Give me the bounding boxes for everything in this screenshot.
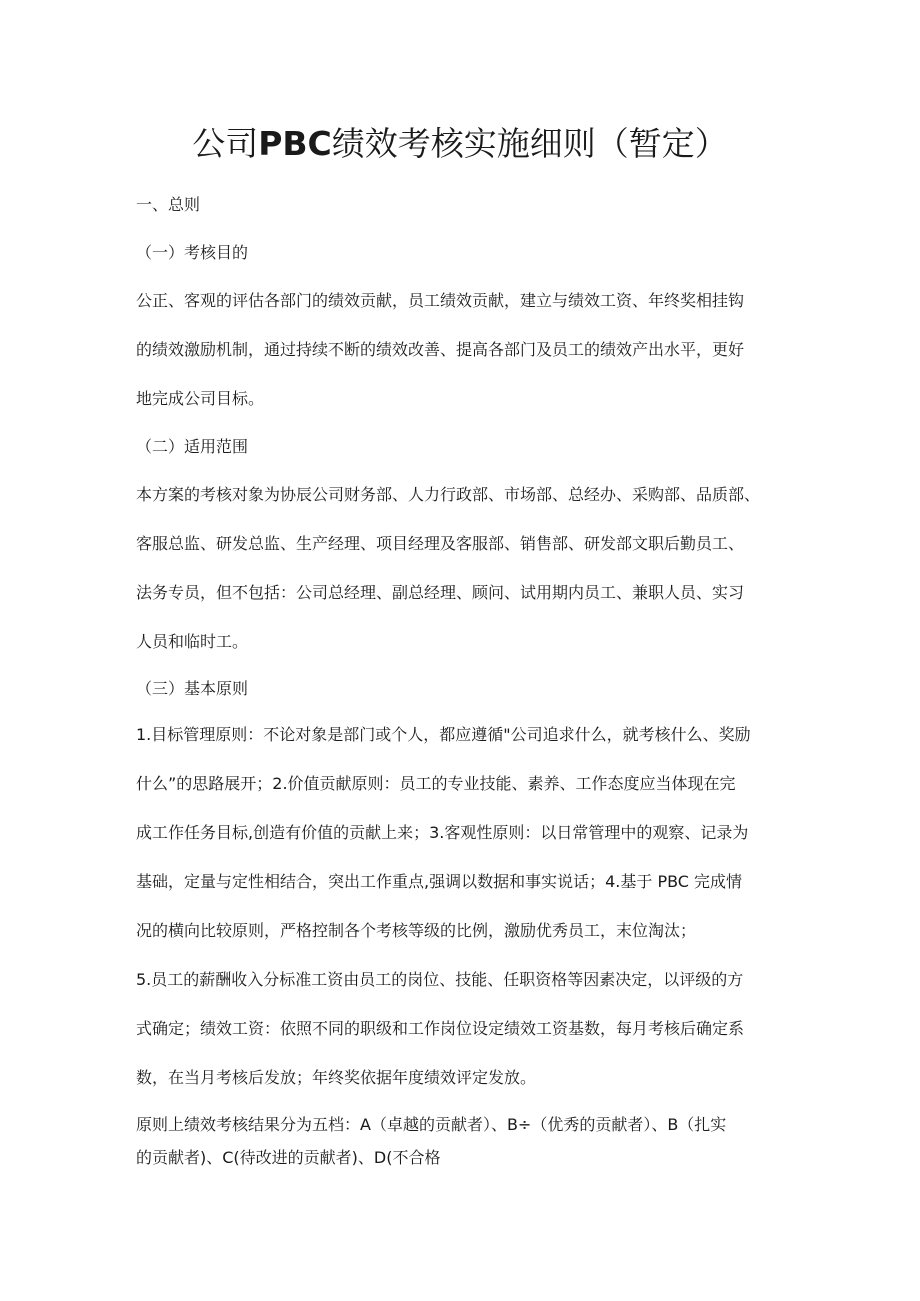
paragraph-line: 地完成公司目标。: [136, 389, 265, 408]
paragraph-principles: [136, 710, 796, 955]
paragraph-line: 公正、客观的评估各部门的绩效贡献，员工绩效贡献，建立与绩效工资、年终奖相挂钩: [136, 291, 745, 310]
paragraph-line: 数，在当月考核后发放；年终奖依据年度绩效评定发放。: [136, 1068, 537, 1087]
paragraph-line: 成工作任务目标,创造有价值的贡献上来；3.客观性原则：以日常管理中的观察、记录为: [136, 823, 749, 842]
subsection-heading-scope: [136, 422, 796, 471]
paragraph-line: 况的横向比较原则，严格控制各个考核等级的比例，激励优秀员工，末位淘汰；: [136, 921, 697, 940]
paragraph-line: 什么”的思路展开；2.价值贡献原则：员工的专业技能、素养、工作态度应当体现在完: [136, 774, 736, 793]
section-heading-general: [136, 180, 796, 229]
paragraph-line: 法务专员，但不包括：公司总经理、副总经理、顾问、试用期内员工、兼职人员、实习: [136, 583, 745, 602]
paragraph-salary: [136, 955, 796, 1102]
paragraph-line: 原则上绩效考核结果分为五档：A（卓越的贡献者）、B÷（优秀的贡献者）、B（扎实: [136, 1115, 727, 1134]
paragraph-line: 人员和临时工。: [136, 632, 249, 651]
paragraph-line: 基础，定量与定性相结合，突出工作重点,强调以数据和事实说话；4.基于 PBC 完成情: [136, 872, 743, 891]
title-suffix: 绩效考核实施细则（暂定）: [331, 124, 728, 163]
paragraph-line: 1.目标管理原则：不论对象是部门或个人，都应遵循"公司追求什么，就考核什么、奖励: [136, 725, 751, 744]
subsection-heading-text: （二）适用范围: [136, 437, 249, 456]
paragraph-line: 本方案的考核对象为协辰公司财务部、人力行政部、市场部、总经办、采购部、品质部、: [136, 485, 761, 504]
paragraph-line: 的贡献者)、C(待改进的贡献者)、D(不合格: [136, 1148, 441, 1167]
paragraph-line: 5.员工的薪酬收入分标准工资由员工的岗位、技能、任职资格等因素决定，以评级的方: [136, 970, 744, 989]
subsection-heading-text: （三）基本原则: [136, 679, 249, 698]
section-heading-text: 一、总则: [136, 195, 201, 214]
document-title: [0, 118, 920, 170]
subsection-heading-text: （一）考核目的: [136, 243, 249, 262]
title-latin: PBC: [258, 124, 332, 163]
paragraph-scope: [136, 470, 796, 666]
paragraph-purpose: [136, 276, 796, 423]
paragraph-line: 客服总监、研发总监、生产经理、项目经理及客服部、销售部、研发部文职后勤员工、: [136, 534, 745, 553]
title-prefix: 公司: [192, 124, 259, 163]
subsection-heading-principles: [136, 664, 796, 713]
paragraph-grades: [136, 1108, 796, 1174]
paragraph-line: 的绩效激励机制，通过持续不断的绩效改善、提高各部门及员工的绩效产出水平，更好: [136, 340, 745, 359]
paragraph-line: 式确定；绩效工资：依照不同的职级和工作岗位设定绩效工资基数，每月考核后确定系: [136, 1019, 745, 1038]
subsection-heading-purpose: [136, 228, 796, 277]
